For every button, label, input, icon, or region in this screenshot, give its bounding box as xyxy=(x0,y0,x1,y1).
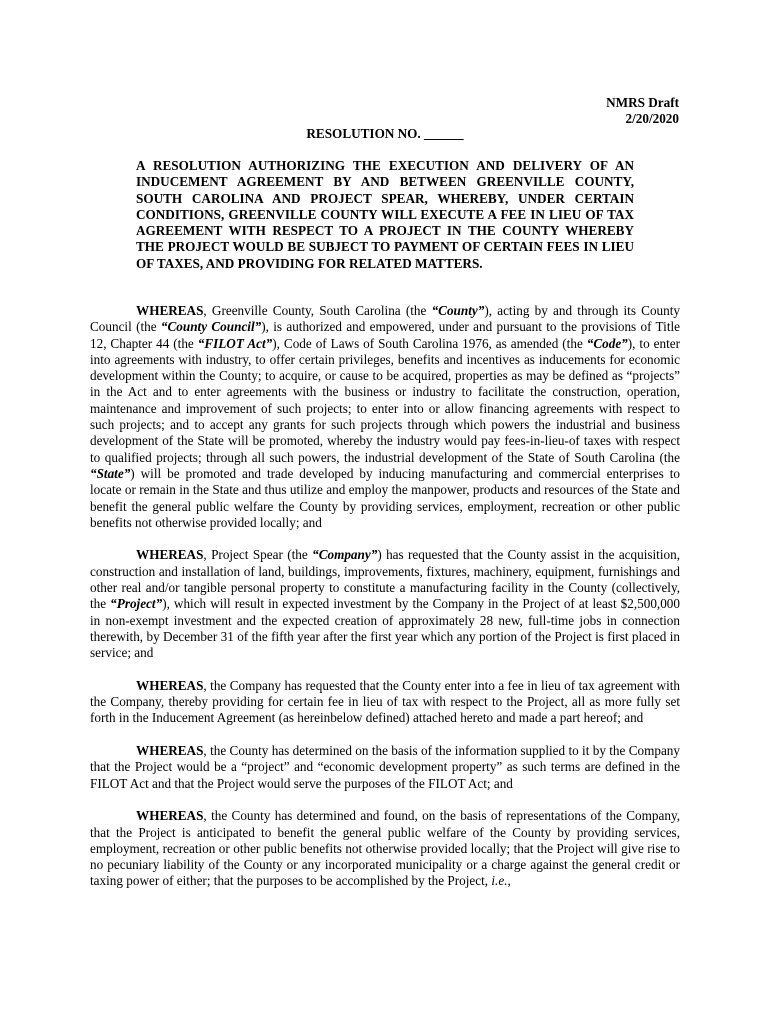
draft-date: 2/20/2020 xyxy=(625,111,679,126)
defined-term-county: “County” xyxy=(431,303,485,318)
paragraph-text: , Greenville County, South Carolina (the xyxy=(203,303,432,318)
paragraph-text: , Project Spear (the xyxy=(203,547,313,563)
whereas-lead: WHEREAS xyxy=(136,547,204,563)
defined-term-county-council: “County Council” xyxy=(160,319,262,335)
paragraph-text: ) has requested that the County assist in the acquisition, construction and installation of land, buildings, improvements, fixtures, machinery, equipment, furnishings and other real and/or tangible personal property to constitute a manufacturing facility in the County (collectively, the xyxy=(90,547,680,612)
paragraph-text: , xyxy=(507,873,511,889)
whereas-paragraph-4 xyxy=(90,743,680,792)
paragraph-text: , the County has determined and found, on the basis of representations of the Company, that the Project is anticipated to benefit the general public welfare of the County by providing services, employment, recreation or other public benefits not otherwise provided locally; that the Project will give rise to no pecuniary liability of the County or any incorporated municipality or a charge against the general credit or taxing power of either; that the purposes to be accomplished by the Project, xyxy=(90,808,680,889)
whereas-paragraph-2 xyxy=(90,547,680,661)
paragraph-text: , the County has determined on the basis of the information supplied to it by the Company that the Project would be a “project” and “economic development property” as such terms are defined in the FILOT Act and that the Project would serve the purposes of the FILOT Act; and xyxy=(90,743,680,791)
draft-label: NMRS Draft xyxy=(606,95,679,110)
defined-term-code: “Code” xyxy=(586,335,628,351)
paragraph-text: ), is authorized and empowered, under and pursuant to the provisions of Title 12, Chapter 44 (the xyxy=(90,319,680,351)
paragraph-text: ), Code of Laws of South Carolina 1976, as amended (the xyxy=(272,335,587,351)
whereas-lead: WHEREAS xyxy=(136,677,204,693)
whereas-paragraph-3 xyxy=(90,678,680,727)
whereas-paragraph-1 xyxy=(90,303,680,531)
defined-term-filot-act: “FILOT Act” xyxy=(197,335,273,351)
whereas-paragraph-5 xyxy=(90,808,680,889)
resolution-title: A RESOLUTION AUTHORIZING THE EXECUTION AND DELIVERY OF AN INDUCEMENT AGREEMENT BY AND BETWEEN GREENVILLE COUNTY, SOUTH CAROLINA AND PROJECT SPEAR, WHEREBY, UNDER CERTAIN CONDITIONS, GREENVILLE COUNTY WILL EXECUTE A FEE IN LIEU OF TAX AGREEMENT WITH RESPECT TO A PROJECT IN THE COUNTY WHEREBY THE PROJECT WOULD BE SUBJECT TO PAYMENT OF CERTAIN FEES IN LIEU OF TAXES, AND PROVIDING FOR RELATED MATTERS. xyxy=(136,158,634,271)
defined-term-project: “Project” xyxy=(110,596,163,612)
whereas-lead: WHEREAS xyxy=(136,743,204,759)
paragraph-text: ) will be promoted and trade developed by inducing manufacturing and commercial enterprises to locate or remain in the State and thus utilize and employ the manpower, products and resources of the State and benefit the general public welfare the County by providing services, employment, recreation or other public benefits not otherwise provided locally; and xyxy=(90,465,680,530)
italic-ie: i.e. xyxy=(491,873,508,889)
paragraph-text: ), acting by and through its County Council (the xyxy=(90,303,680,335)
whereas-lead: WHEREAS xyxy=(136,808,204,824)
defined-term-state: “State” xyxy=(90,465,131,481)
document-body xyxy=(90,303,680,906)
paragraph-text: , the Company has requested that the County enter into a fee in lieu of tax agreement with the Company, thereby providing for certain fee in lieu of tax with respect to the Project, all as more fully set forth in the Inducement Agreement (as hereinbelow defined) attached hereto and made a part hereof; and xyxy=(90,677,680,726)
whereas-lead: WHEREAS xyxy=(136,303,204,318)
paragraph-text: ), to enter into agreements with industry, to offer certain privileges, benefits and incentives as inducements for economic development within the County; to acquire, or cause to be acquired, properties as may be defined as “projects” in the Act and to enter agreements with the business or industry to facilitate the construction, operation, maintenance and improvement of such projects; to enter into or allow financing agreements with respect to such projects; and to accept any grants for such projects through which powers the industrial and business development of the State will be promoted, whereby the industry would pay fees-in-lieu-of taxes with respect to qualified projects; through all such powers, the industrial development of the State of South Carolina (the xyxy=(90,335,680,465)
resolution-number: RESOLUTION NO. ______ xyxy=(306,126,464,141)
defined-term-company: “Company” xyxy=(312,547,378,563)
draft-stamp xyxy=(606,95,679,127)
paragraph-text: ), which will result in expected investment by the Company in the Project of at least $2,500,000 in non-exempt investment and the expected creation of approximately 28 new, full-time jobs in connection therewith, by December 31 of the fifth year after the first year which any portion of the Project is first placed in service; and xyxy=(90,596,680,661)
